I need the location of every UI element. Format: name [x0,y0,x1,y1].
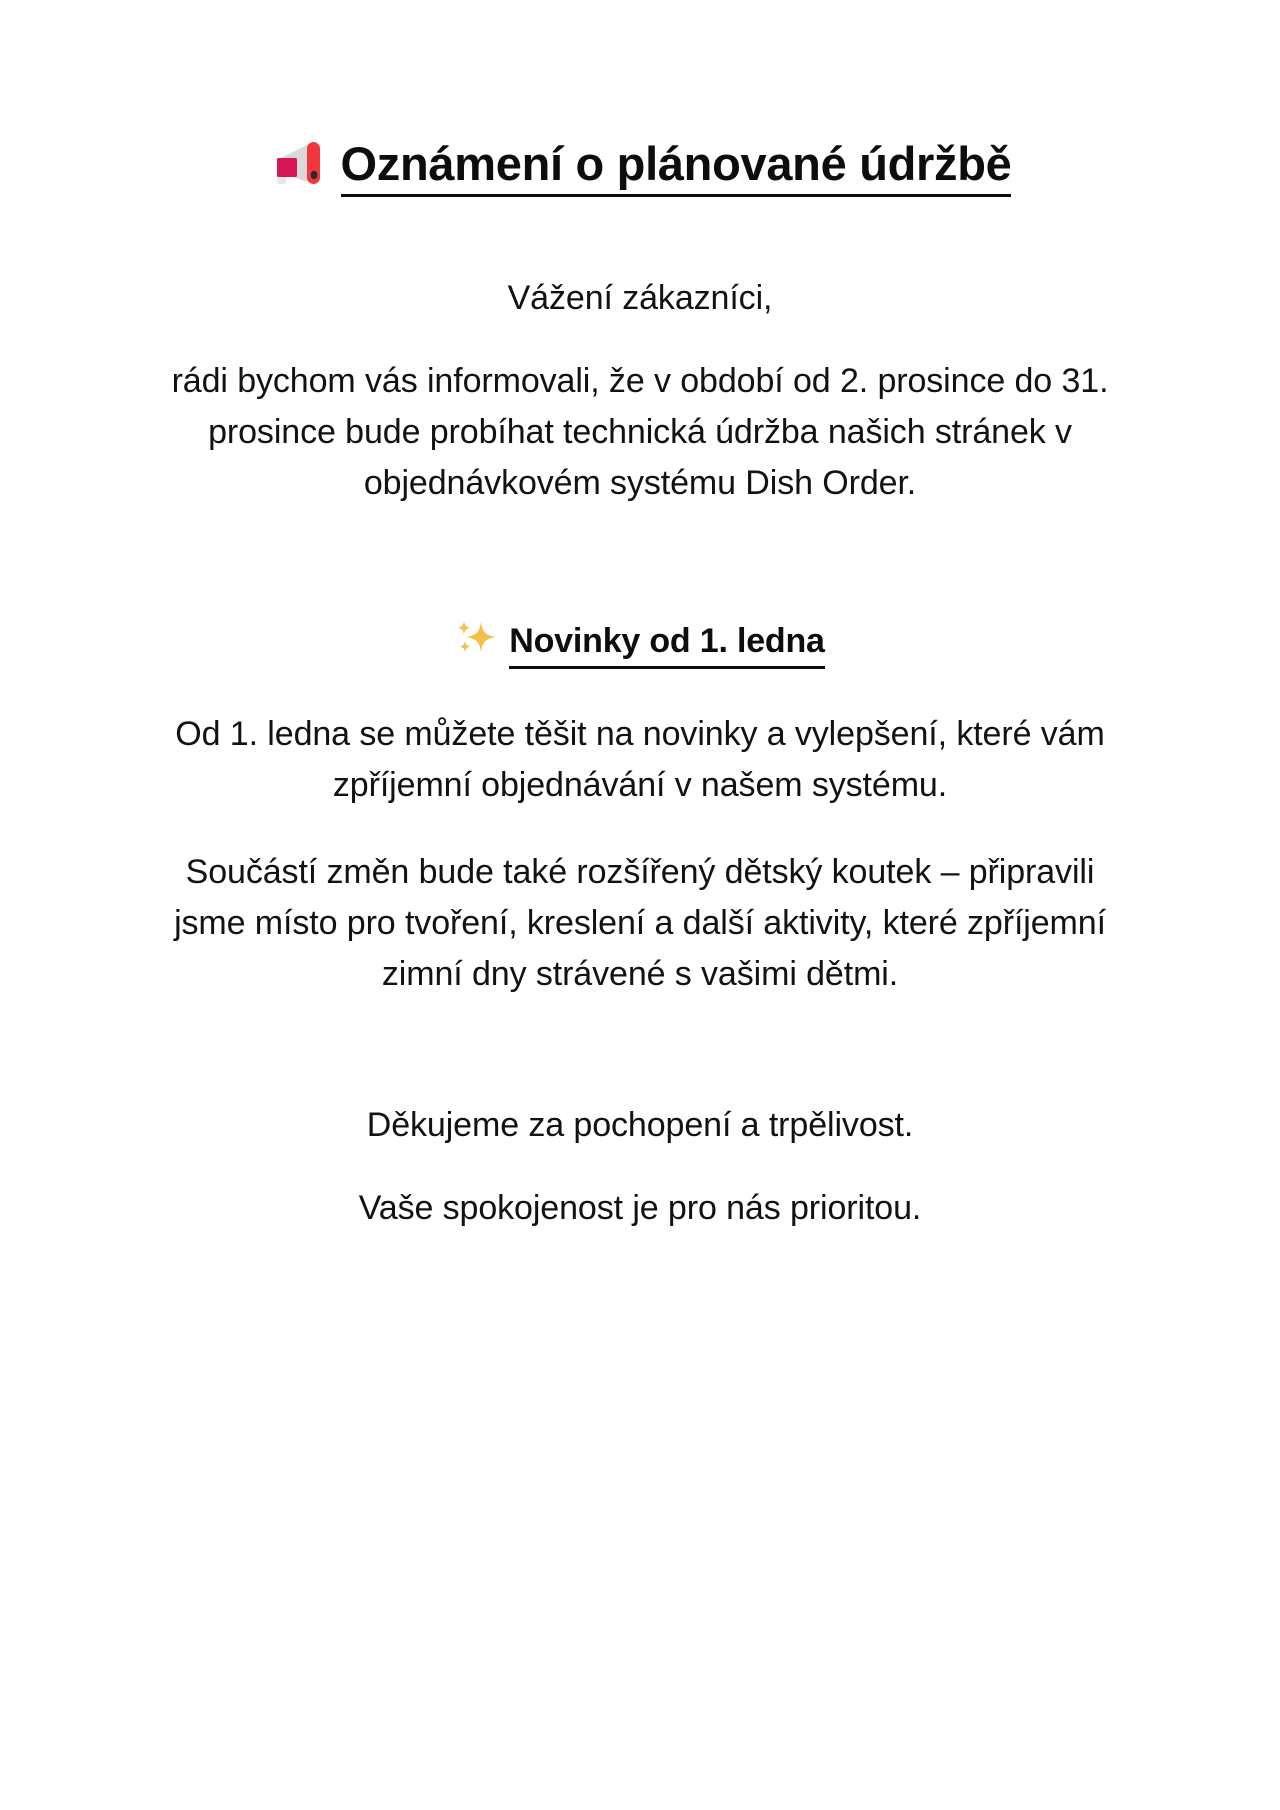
page-title [148,0,1132,197]
section-heading-text: Novinky od 1. ledna [509,619,825,668]
intro-paragraph: rádi bychom vás informovali, že v období od 2. prosince do 31. prosince bude probíhat technická údržba našich stránek v objednávkovém systému Dish Order. [171,362,1109,503]
page-title-text: Oznámení o plánované údržbě [341,136,1012,197]
sparkles-icon [455,619,499,657]
news-paragraph-1: Od 1. ledna se můžete těšit na novinky a vylepšení, které vám zpříjemní objednávání v našem systému. [175,714,1105,804]
section-heading [148,509,1132,668]
news-paragraph-2: Součástí změn bude také rozšířený dětský koutek – připravili jsme místo pro tvoření, kreslení a další aktivity, které zpříjemní zimní dny strávené s vašimi dětmi. [174,852,1106,993]
closing-paragraph: Vaše spokojenost je pro nás prioritou. [358,1188,922,1227]
megaphone-icon [269,140,327,186]
thanks-paragraph: Děkujeme za pochopení a trpělivost. [366,1105,914,1144]
greeting-paragraph: Vážení zákazníci, [507,279,773,318]
